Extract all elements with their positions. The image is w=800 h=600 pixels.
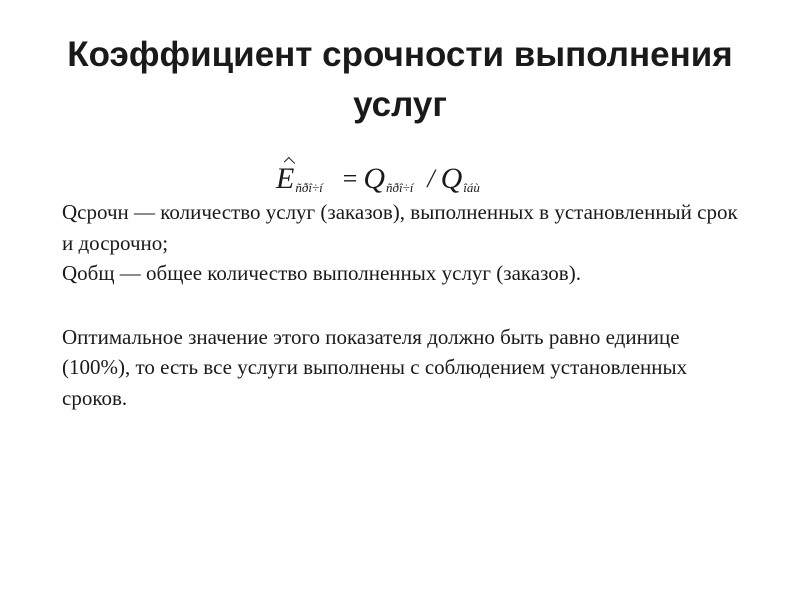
optimal-value-note: Оптимальное значение этого показателя должно быть равно единице (100%), то есть все услуги выполнены с соблюдением установленных сроков.: [62, 324, 688, 410]
formula: [276, 146, 480, 196]
definition-q-urgent: Qсрочн — количество услуг (заказов), выполненных в установленный срок и досрочно;: [62, 200, 738, 255]
formula-q-total-symbol: Q: [440, 162, 463, 195]
formula-k-symbol: E: [276, 162, 295, 195]
slide-body: [62, 197, 742, 413]
slide-title: Коэффициент срочности выполнения услуг: [67, 35, 733, 124]
formula-q-urgent-subscript: ñðî÷í: [386, 180, 414, 195]
definition-q-total: Qобщ — общее количество выполненных услуг (заказов).: [62, 261, 581, 285]
formula-q-total-subscript: îáù: [463, 180, 480, 195]
formula-divide-sign: /: [427, 164, 435, 193]
formula-k-subscript: ñðî÷í: [295, 180, 323, 195]
paragraph-gap: [62, 289, 742, 322]
formula-q-urgent-symbol: Q: [363, 162, 386, 195]
formula-equals-sign: =: [342, 164, 358, 193]
